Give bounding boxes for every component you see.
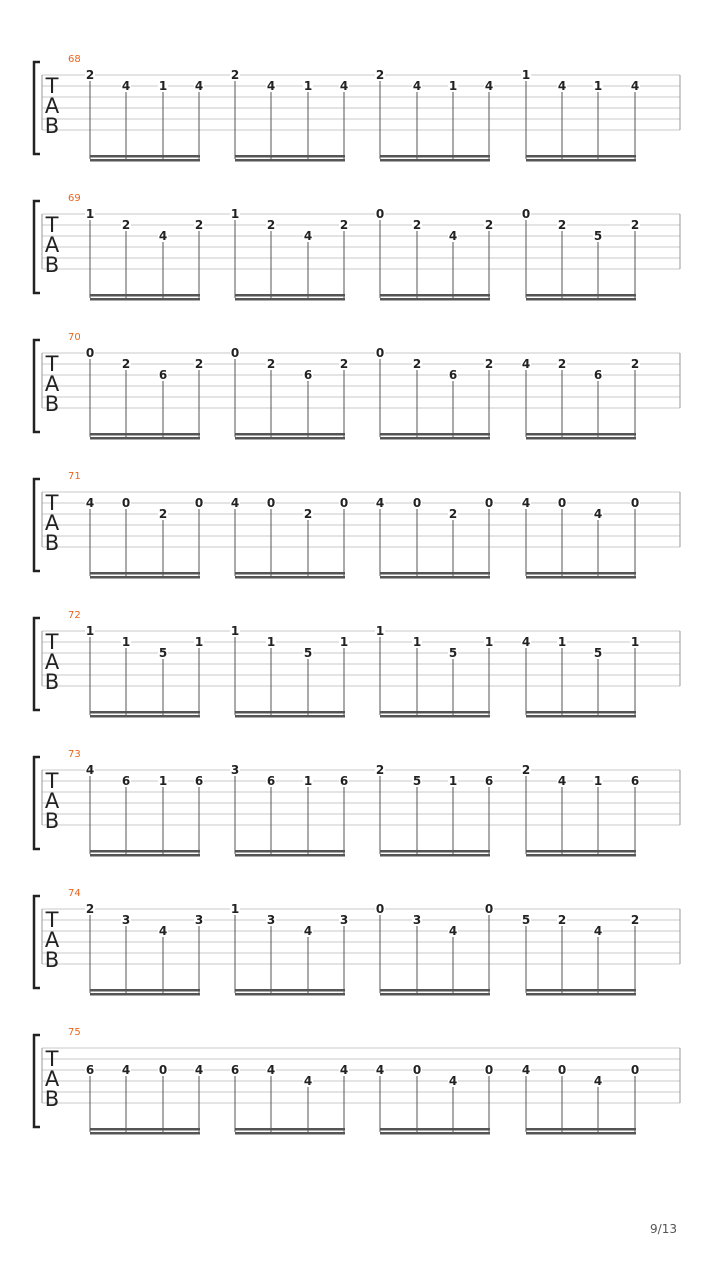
fret-number: 2: [158, 507, 168, 521]
measure-number: 68: [68, 54, 81, 65]
fret-number: 2: [630, 913, 640, 927]
fret-number: 2: [412, 357, 422, 371]
beam: [526, 715, 636, 718]
fret-number: 0: [339, 496, 349, 510]
fret-number: 0: [557, 496, 567, 510]
fret-number: 2: [194, 357, 204, 371]
fret-number: 1: [484, 635, 494, 649]
beam: [526, 993, 636, 996]
fret-number: 2: [121, 357, 131, 371]
fret-number: 1: [339, 635, 349, 649]
beam: [526, 576, 636, 579]
fret-number: 4: [448, 1074, 458, 1088]
fret-number: 4: [484, 79, 494, 93]
measure-number: 70: [68, 332, 81, 343]
tab-clef-letter: B: [44, 670, 60, 694]
tab-system: [34, 54, 680, 162]
fret-number: 0: [85, 346, 95, 360]
beam: [235, 989, 345, 992]
tab-clef-letter: B: [44, 809, 60, 833]
beam: [380, 711, 490, 714]
fret-number: 6: [484, 774, 494, 788]
fret-number: 4: [266, 1063, 276, 1077]
fret-number: 0: [375, 346, 385, 360]
beam: [526, 854, 636, 857]
system-bracket: [34, 618, 40, 710]
fret-number: 0: [375, 902, 385, 916]
fret-number: 0: [375, 207, 385, 221]
tab-clef-letter: T: [45, 491, 59, 515]
fret-number: 3: [121, 913, 131, 927]
beam: [380, 437, 490, 440]
beam: [526, 1128, 636, 1131]
fret-number: 4: [121, 79, 131, 93]
tab-system: [34, 749, 680, 857]
fret-number: 2: [266, 357, 276, 371]
fret-number: 6: [448, 368, 458, 382]
tab-clef-letter: T: [45, 352, 59, 376]
fret-number: 4: [593, 507, 603, 521]
beam: [380, 715, 490, 718]
beam: [235, 298, 345, 301]
fret-number: 4: [85, 763, 95, 777]
measure-number: 73: [68, 749, 81, 760]
beam: [526, 298, 636, 301]
fret-number: 5: [593, 229, 603, 243]
tab-system: [34, 193, 680, 301]
fret-number: 0: [121, 496, 131, 510]
beam: [235, 854, 345, 857]
fret-number: 2: [266, 218, 276, 232]
fret-number: 4: [158, 229, 168, 243]
fret-number: 1: [557, 635, 567, 649]
fret-number: 4: [121, 1063, 131, 1077]
beam: [235, 572, 345, 575]
fret-number: 4: [375, 1063, 385, 1077]
tab-system: [34, 1027, 680, 1135]
fret-number: 0: [630, 1063, 640, 1077]
tab-clef-letter: A: [44, 233, 60, 257]
fret-number: 6: [630, 774, 640, 788]
beam: [90, 854, 200, 857]
beam: [380, 433, 490, 436]
fret-number: 6: [230, 1063, 240, 1077]
fret-number: 5: [412, 774, 422, 788]
measure-number: 74: [68, 888, 81, 899]
fret-number: 1: [630, 635, 640, 649]
beam: [235, 1132, 345, 1135]
beam: [526, 850, 636, 853]
beam: [235, 155, 345, 158]
tab-clef-letter: T: [45, 630, 59, 654]
fret-number: 1: [230, 624, 240, 638]
beam: [380, 854, 490, 857]
tab-clef-letter: T: [45, 1047, 59, 1071]
beam: [235, 711, 345, 714]
measure-number: 71: [68, 471, 81, 482]
beam: [380, 850, 490, 853]
fret-number: 1: [448, 774, 458, 788]
fret-number: 2: [412, 218, 422, 232]
fret-number: 1: [230, 207, 240, 221]
fret-number: 4: [303, 229, 313, 243]
fret-number: 4: [593, 1074, 603, 1088]
beam: [90, 711, 200, 714]
fret-number: 1: [266, 635, 276, 649]
measure-number: 72: [68, 610, 81, 621]
fret-number: 1: [230, 902, 240, 916]
fret-number: 1: [303, 774, 313, 788]
fret-number: 4: [375, 496, 385, 510]
fret-number: 1: [303, 79, 313, 93]
tab-clef-letter: A: [44, 928, 60, 952]
beam: [380, 298, 490, 301]
tab-clef-letter: T: [45, 74, 59, 98]
fret-number: 2: [85, 68, 95, 82]
system-bracket: [34, 62, 40, 154]
fret-number: 0: [412, 496, 422, 510]
beam: [526, 1132, 636, 1135]
fret-number: 2: [339, 357, 349, 371]
fret-number: 4: [521, 635, 531, 649]
beam: [90, 1128, 200, 1131]
beam: [235, 159, 345, 162]
beam: [90, 294, 200, 297]
fret-number: 6: [303, 368, 313, 382]
fret-number: 2: [85, 902, 95, 916]
tab-clef-letter: B: [44, 392, 60, 416]
fret-number: 0: [484, 1063, 494, 1077]
fret-number: 4: [521, 357, 531, 371]
beam: [380, 572, 490, 575]
fret-number: 6: [194, 774, 204, 788]
fret-number: 0: [484, 496, 494, 510]
beam: [380, 576, 490, 579]
tab-clef-letter: B: [44, 253, 60, 277]
fret-number: 4: [158, 924, 168, 938]
fret-number: 4: [448, 924, 458, 938]
fret-number: 0: [194, 496, 204, 510]
tab-clef-letter: A: [44, 94, 60, 118]
fret-number: 3: [230, 763, 240, 777]
fret-number: 2: [630, 218, 640, 232]
fret-number: 4: [303, 924, 313, 938]
fret-number: 5: [448, 646, 458, 660]
fret-number: 3: [194, 913, 204, 927]
system-bracket: [34, 340, 40, 432]
fret-number: 2: [339, 218, 349, 232]
beam: [235, 715, 345, 718]
system-bracket: [34, 201, 40, 293]
tab-system: [34, 332, 680, 440]
tab-clef-letter: B: [44, 531, 60, 555]
beam: [526, 294, 636, 297]
beam: [235, 993, 345, 996]
fret-number: 3: [339, 913, 349, 927]
measure-number: 69: [68, 193, 81, 204]
tab-clef-letter: B: [44, 948, 60, 972]
fret-number: 3: [266, 913, 276, 927]
beam: [90, 576, 200, 579]
page-number: 9/13: [650, 1222, 677, 1236]
beam: [526, 159, 636, 162]
tab-clef-letter: B: [44, 114, 60, 138]
fret-number: 2: [121, 218, 131, 232]
fret-number: 5: [593, 646, 603, 660]
system-bracket: [34, 1035, 40, 1127]
tab-clef-letter: A: [44, 372, 60, 396]
tab-clef-letter: B: [44, 1087, 60, 1111]
beam: [90, 993, 200, 996]
beam: [90, 572, 200, 575]
fret-number: 0: [412, 1063, 422, 1077]
fret-number: 4: [412, 79, 422, 93]
fret-number: 4: [557, 774, 567, 788]
fret-number: 2: [521, 763, 531, 777]
fret-number: 2: [448, 507, 458, 521]
fret-number: 6: [85, 1063, 95, 1077]
fret-number: 1: [158, 774, 168, 788]
fret-number: 4: [521, 1063, 531, 1077]
fret-number: 2: [557, 913, 567, 927]
beam: [90, 850, 200, 853]
fret-number: 4: [194, 1063, 204, 1077]
fret-number: 2: [557, 218, 567, 232]
beam: [90, 437, 200, 440]
fret-number: 0: [630, 496, 640, 510]
fret-number: 5: [521, 913, 531, 927]
beam: [235, 437, 345, 440]
beam: [235, 850, 345, 853]
fret-number: 0: [557, 1063, 567, 1077]
fret-number: 4: [85, 496, 95, 510]
fret-number: 4: [557, 79, 567, 93]
fret-number: 2: [630, 357, 640, 371]
beam: [380, 155, 490, 158]
fret-number: 6: [339, 774, 349, 788]
tab-clef-letter: T: [45, 908, 59, 932]
beam: [526, 711, 636, 714]
fret-number: 0: [158, 1063, 168, 1077]
fret-number: 1: [158, 79, 168, 93]
fret-number: 2: [375, 68, 385, 82]
fret-number: 1: [448, 79, 458, 93]
tab-clef-letter: T: [45, 213, 59, 237]
fret-number: 4: [339, 1063, 349, 1077]
fret-number: 5: [303, 646, 313, 660]
tab-system: [34, 610, 680, 718]
beam: [90, 715, 200, 718]
beam: [526, 155, 636, 158]
fret-number: 2: [375, 763, 385, 777]
fret-number: 4: [303, 1074, 313, 1088]
tab-system: [34, 471, 680, 579]
fret-number: 4: [448, 229, 458, 243]
beam: [526, 989, 636, 992]
beam: [90, 433, 200, 436]
fret-number: 2: [303, 507, 313, 521]
beam: [380, 989, 490, 992]
beam: [235, 1128, 345, 1131]
fret-number: 5: [158, 646, 168, 660]
beam: [380, 159, 490, 162]
beam: [235, 576, 345, 579]
tab-clef-letter: A: [44, 789, 60, 813]
fret-number: 1: [375, 624, 385, 638]
beam: [90, 1132, 200, 1135]
fret-number: 4: [630, 79, 640, 93]
fret-number: 4: [230, 496, 240, 510]
beam: [526, 433, 636, 436]
beam: [526, 572, 636, 575]
fret-number: 6: [593, 368, 603, 382]
tab-clef-letter: A: [44, 650, 60, 674]
fret-number: 0: [521, 207, 531, 221]
system-bracket: [34, 479, 40, 571]
fret-number: 1: [85, 207, 95, 221]
fret-number: 1: [85, 624, 95, 638]
beam: [90, 989, 200, 992]
fret-number: 2: [230, 68, 240, 82]
system-bracket: [34, 757, 40, 849]
beam: [380, 1128, 490, 1131]
fret-number: 3: [412, 913, 422, 927]
measure-number: 75: [68, 1027, 81, 1038]
beam: [380, 294, 490, 297]
fret-number: 4: [266, 79, 276, 93]
fret-number: 1: [121, 635, 131, 649]
fret-number: 2: [484, 218, 494, 232]
fret-number: 0: [484, 902, 494, 916]
fret-number: 1: [593, 774, 603, 788]
fret-number: 0: [230, 346, 240, 360]
fret-number: 4: [339, 79, 349, 93]
tab-clef-letter: A: [44, 1067, 60, 1091]
beam: [526, 437, 636, 440]
fret-number: 2: [557, 357, 567, 371]
beam: [235, 433, 345, 436]
beam: [90, 298, 200, 301]
beam: [380, 1132, 490, 1135]
fret-number: 6: [121, 774, 131, 788]
beam: [90, 159, 200, 162]
fret-number: 4: [593, 924, 603, 938]
fret-number: 2: [484, 357, 494, 371]
beam: [235, 294, 345, 297]
tab-system: [34, 888, 680, 996]
fret-number: 1: [593, 79, 603, 93]
fret-number: 1: [194, 635, 204, 649]
fret-number: 4: [194, 79, 204, 93]
fret-number: 1: [521, 68, 531, 82]
system-bracket: [34, 896, 40, 988]
fret-number: 4: [521, 496, 531, 510]
fret-number: 0: [266, 496, 276, 510]
fret-number: 6: [158, 368, 168, 382]
beam: [90, 155, 200, 158]
tab-clef-letter: A: [44, 511, 60, 535]
tab-clef-letter: T: [45, 769, 59, 793]
fret-number: 2: [194, 218, 204, 232]
fret-number: 1: [412, 635, 422, 649]
fret-number: 6: [266, 774, 276, 788]
beam: [380, 993, 490, 996]
